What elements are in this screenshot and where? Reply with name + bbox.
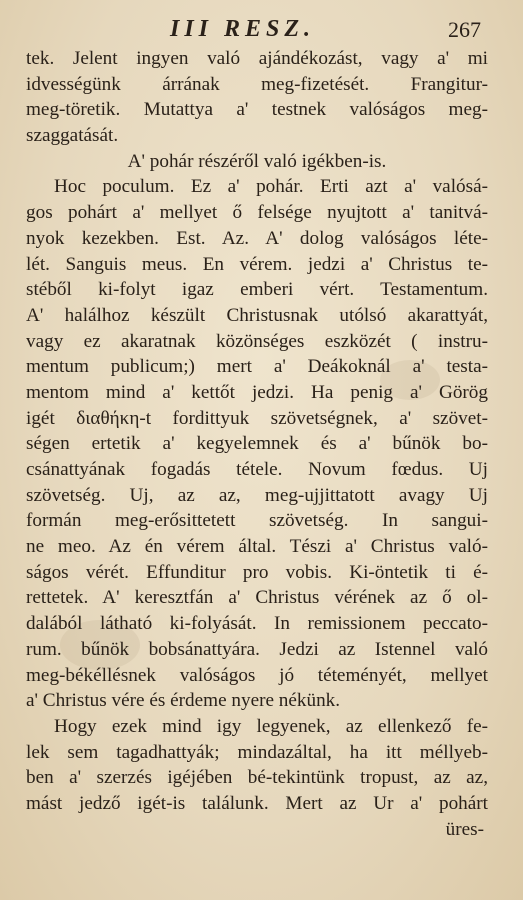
text-line: ságos vérét. Effunditur pro vobis. Ki-öntetik ti é- xyxy=(26,561,488,583)
text-line: idvességünk árrának meg-fizetését. Frangitur- xyxy=(26,73,488,95)
text-line: meg-békéllésnek valóságos jó téteményét, mellyet xyxy=(26,664,488,686)
text-line: nyok kezekben. Est. Az. A' dolog valóságos léte- xyxy=(26,227,488,249)
text-line: ben a' szerzés igéjében bé-tekintünk tropust, az az, xyxy=(26,767,488,789)
text-line: lét. Sanguis meus. En vérem. jedzi a' Christus te- xyxy=(26,253,488,275)
text-line: a' Christus vére és érdeme nyere nékünk. xyxy=(26,690,341,712)
text-line: rettetek. A' keresztfán a' Christus vérének az ő ol- xyxy=(26,587,488,609)
text-line: csánattyának fogadás tétele. Novum fœdus. Uj xyxy=(26,459,488,480)
text-line: stéből ki-folyt igaz emberi vért. Testamentum. xyxy=(26,279,488,301)
page-header xyxy=(0,14,523,46)
text-line: Hogy ezek mind igy legyenek, az ellenkező fe- xyxy=(54,715,488,737)
text-line: ségen ertetik a' kegyelemnek és a' bűnök bo- xyxy=(26,433,488,455)
body-text xyxy=(26,46,488,842)
text-line: igét διαθήκη-t fordittyuk szövetségnek, a' szövet- xyxy=(26,407,488,429)
text-line: mást jedző igét-is találunk. Mert az Ur a' pohárt xyxy=(26,792,488,814)
text-line: szövetség. Uj, az az, meg-ujjittatott avagy Uj xyxy=(26,484,488,506)
text-line: A' pohár részéről való igékben-is. xyxy=(127,150,387,172)
text-line: vagy ez akaratnak közönséges eszközét ( instru- xyxy=(26,330,488,352)
text-line: gos pohárt a' mellyet ő felsége nyujtott a' tanitvá- xyxy=(26,202,488,224)
running-title: III RESZ. xyxy=(170,16,316,42)
text-line: ne meo. Az én vérem által. Tészi a' Christus való- xyxy=(26,536,488,558)
text-line: Hoc poculum. Ez a' pohár. Erti azt a' valósá- xyxy=(54,176,488,198)
text-line: formán meg-erősittetett szövetség. In sangui- xyxy=(26,510,488,532)
text-line: rum. bűnök bobsánattyára. Jedzi az Istennel való xyxy=(26,638,488,660)
text-line: dalából látható ki-folyását. In remissionem peccato- xyxy=(26,613,488,635)
text-line: mentum publicum;) mert a' Deákoknál a' testa- xyxy=(26,356,488,378)
text-line: mentom mind a' kettőt jedzi. Ha penig a' Görög xyxy=(26,381,488,403)
text-line: szaggatását. xyxy=(26,125,119,147)
text-line: lek sem tagadhattyák; mindazáltal, ha itt méllyeb- xyxy=(26,741,488,763)
text-line: tek. Jelent ingyen való ajándékozást, vagy a' mi xyxy=(26,48,488,69)
text-line: A' halálhoz készült Christusnak utólsó akarattyát, xyxy=(26,304,488,326)
page-number: 267 xyxy=(448,17,481,42)
text-line: meg-töretik. Mutattya a' testnek valóságos meg- xyxy=(26,99,488,121)
text-line: üres- xyxy=(445,818,484,840)
